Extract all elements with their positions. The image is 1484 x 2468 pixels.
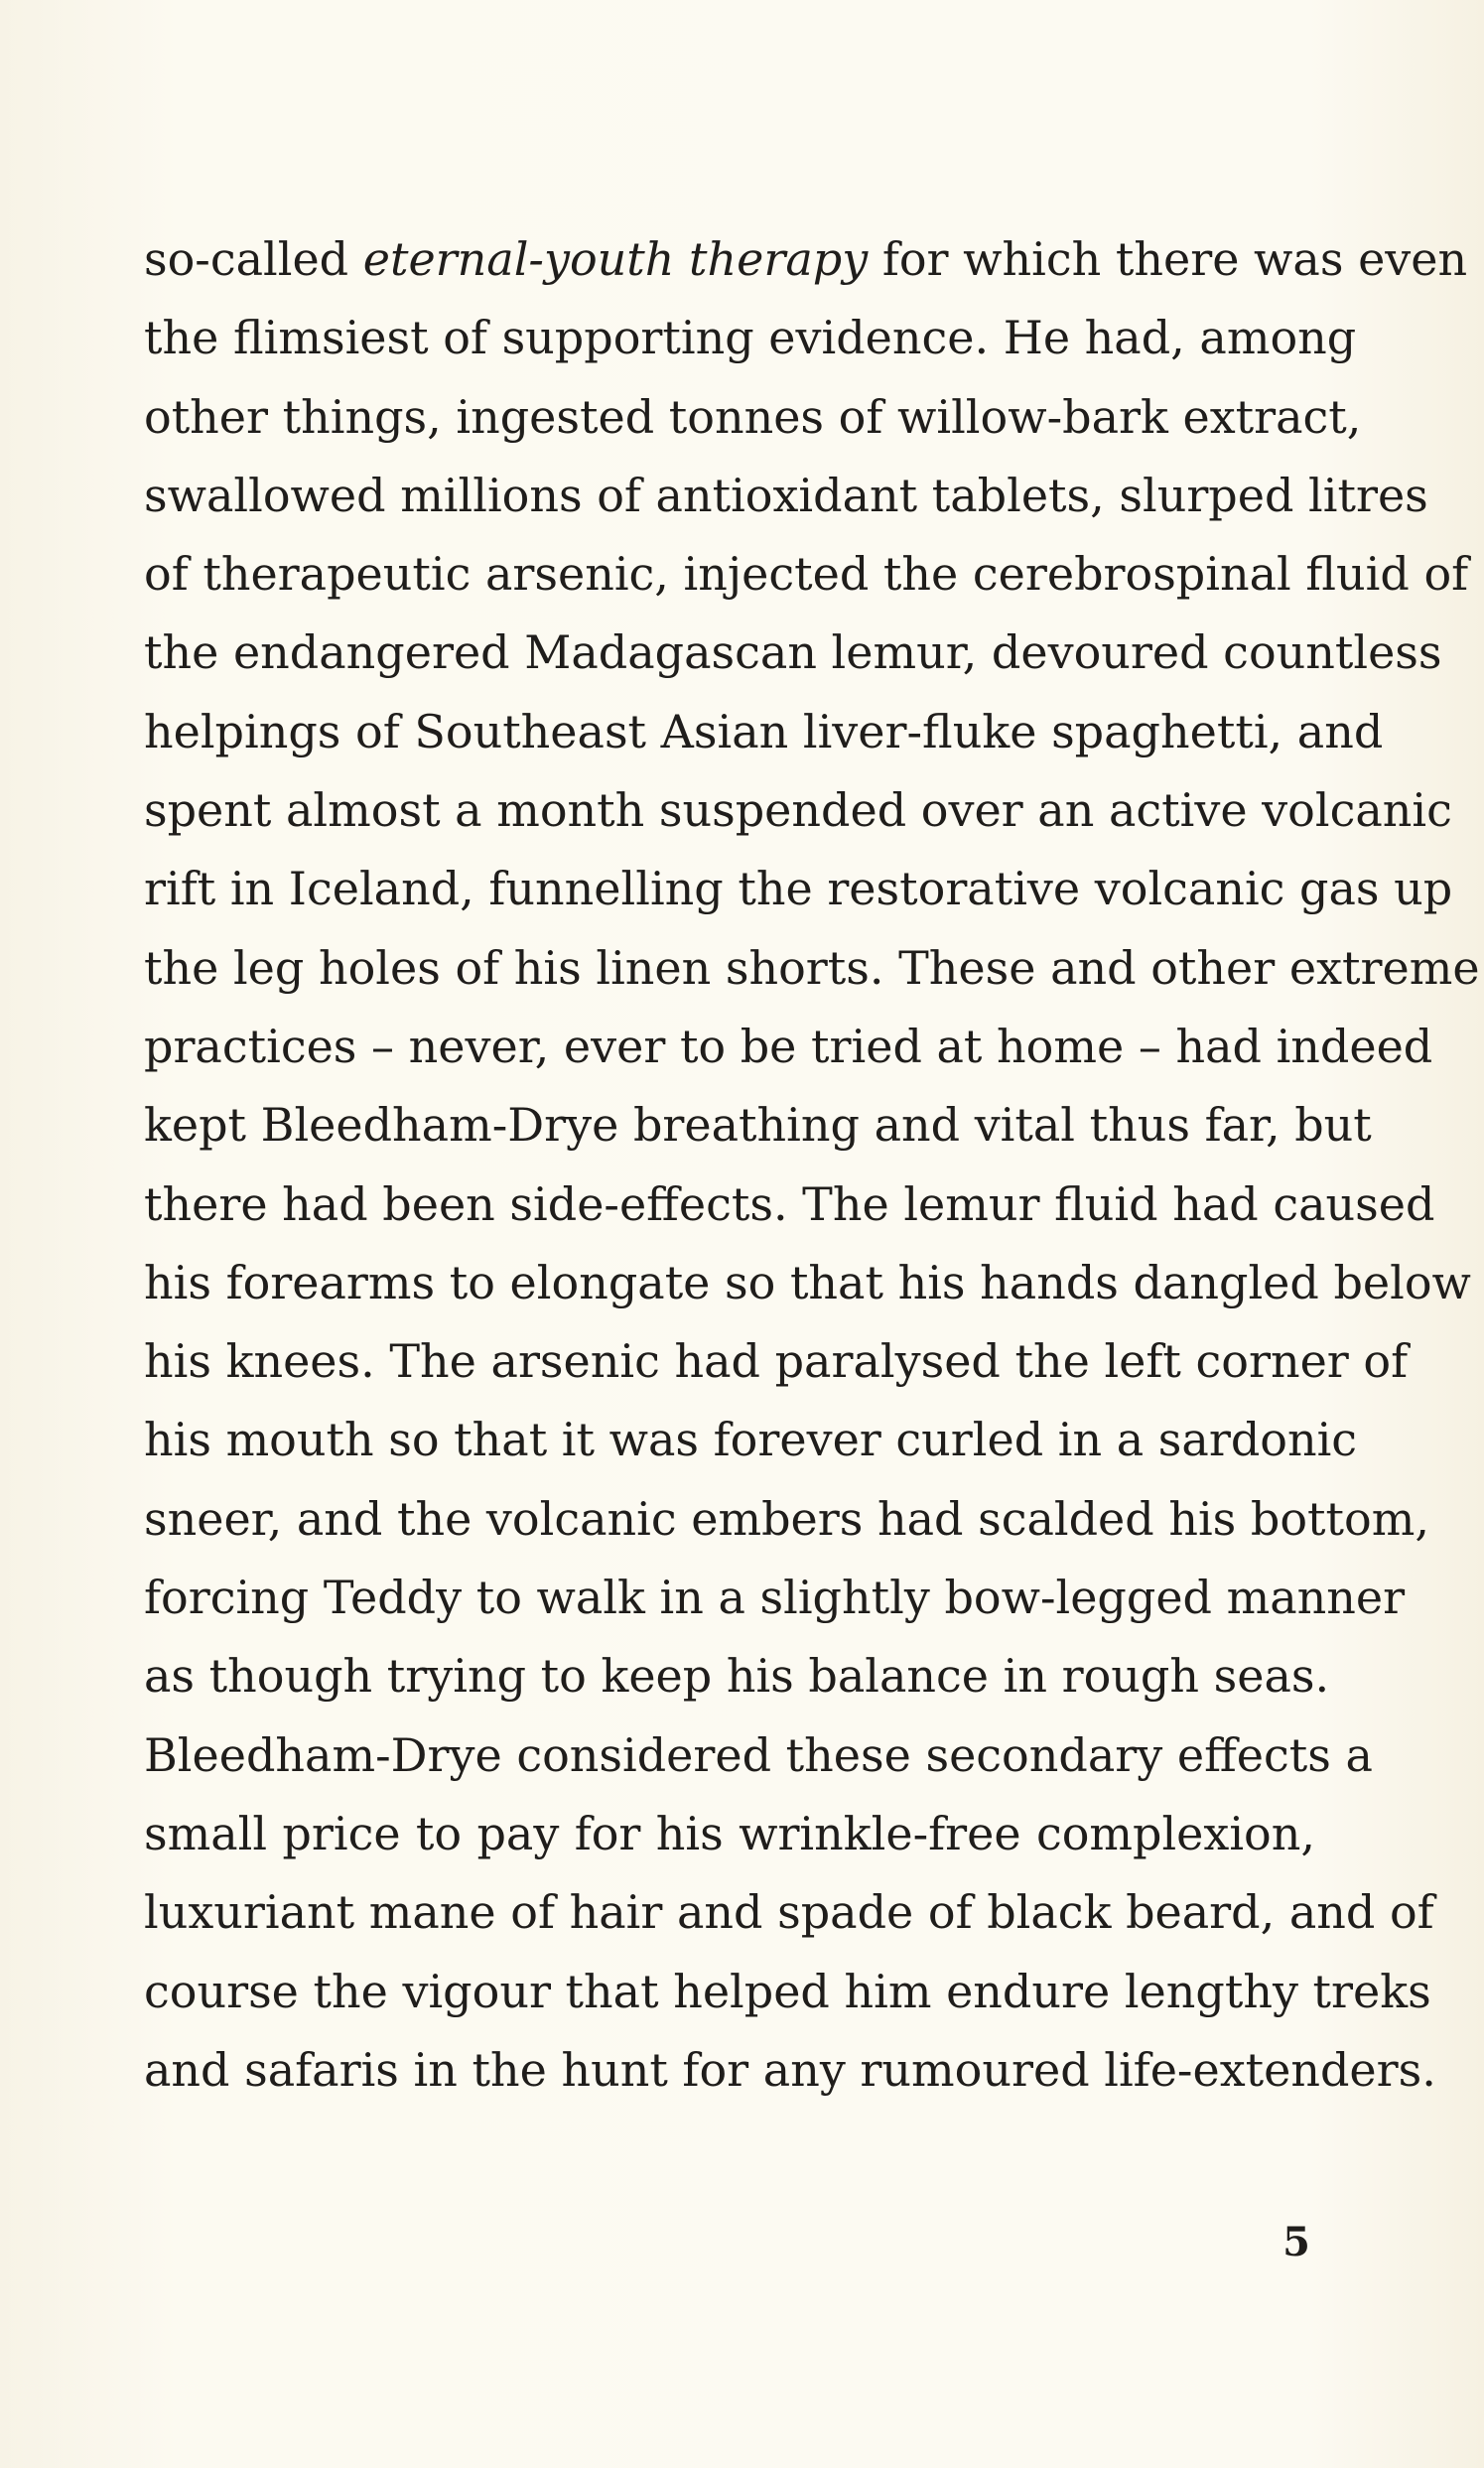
text-line-18: forcing Teddy to walk in a slightly bow-legged manner [144,1571,1406,1625]
text-line-9: rift in Iceland, funnelling the restorative volcanic gas up [144,862,1453,916]
text-line-1-end: for which there was even [868,232,1468,286]
text-line-11: practices – never, ever to be tried at home – had indeed [144,1019,1433,1073]
text-line-22: luxuriant mane of hair and spade of black beard, and of [144,1885,1434,1940]
text-line-1-start: so-called [144,232,363,286]
text-line-21: small price to pay for his wrinkle-free complexion, [144,1806,1315,1860]
text-line-20: Bleedham-Drye considered these secondary effects a [144,1727,1373,1782]
text-line-10: the leg holes of his linen shorts. These and other extreme [144,940,1480,995]
text-line-1 [144,220,1468,299]
text-line-7: helpings of Southeast Asian liver-fluke spaghetti, and [144,704,1384,758]
page-number: 5 [1282,2219,1310,2265]
text-line-5: of therapeutic arsenic, injected the cerebrospinal fluid of [144,547,1469,602]
text-line-17: sneer, and the volcanic embers had scalded his bottom, [144,1491,1429,1546]
text-line-13: there had been side-effects. The lemur fluid had caused [144,1176,1435,1231]
text-line-2: the flimsiest of supporting evidence. He had, among [144,311,1357,365]
text-line-23: course the vigour that helped him endure lengthy treks [144,1964,1431,2018]
body-text [144,220,1480,2110]
text-line-19: as though trying to keep his balance in rough seas. [144,1649,1330,1704]
italic-phrase: eternal-youth therapy [362,232,869,286]
text-line-3: other things, ingested tonnes of willow-bark extract, [144,389,1362,444]
text-line-4: swallowed millions of antioxidant tablets, slurped litres [144,468,1428,522]
text-line-12: kept Bleedham-Drye breathing and vital thus far, but [144,1098,1372,1153]
text-line-14: his forearms to elongate so that his hands dangled below [144,1255,1471,1309]
text-line-16: his mouth so that it was forever curled in a sardonic [144,1413,1358,1467]
text-line-24: and safaris in the hunt for any rumoured life-extenders. [144,2042,1436,2097]
text-line-8: spent almost a month suspended over an active volcanic [144,783,1452,838]
text-line-6: the endangered Madagascan lemur, devoured countless [144,625,1442,680]
text-line-15: his knees. The arsenic had paralysed the left corner of [144,1334,1409,1389]
